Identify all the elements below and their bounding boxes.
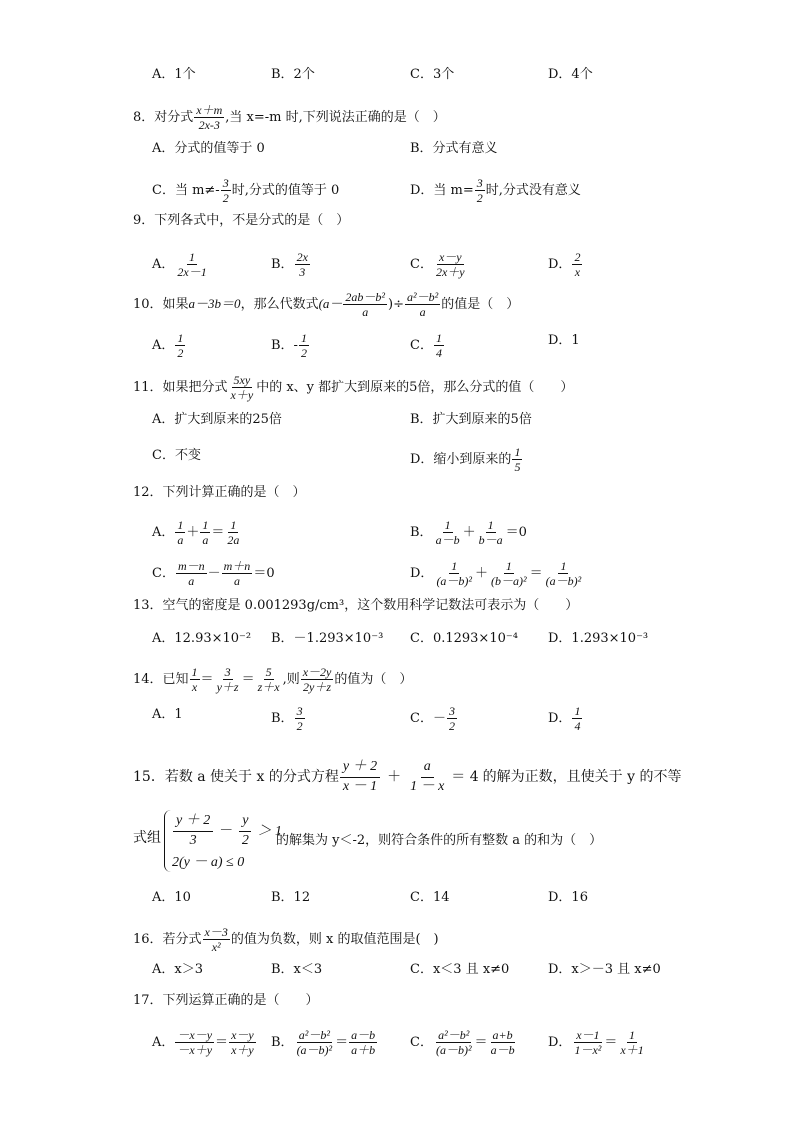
operator: ＋ <box>475 566 489 581</box>
q10-stem <box>133 290 519 319</box>
option-label: C． <box>410 338 433 353</box>
frac-den: a <box>233 574 240 588</box>
frac-den: 2 <box>476 191 483 205</box>
q16-prefix: 16．若分式 <box>133 932 202 947</box>
q8-option-b: B．分式有意义 <box>410 141 498 156</box>
option-label: C． <box>152 566 175 581</box>
frac-den: x <box>191 680 198 694</box>
q16-option-a: A．x＞3 <box>152 962 203 977</box>
q10-expr-frac2 <box>405 290 440 319</box>
q8-frac-den: 2x-3 <box>198 118 220 132</box>
q10-option-a <box>152 331 186 360</box>
q10-b-fraction <box>299 331 309 360</box>
q10-prefix: 10．如果 <box>133 297 189 312</box>
frac-num: 2x <box>296 250 308 264</box>
q10-expr-div: )÷ <box>388 297 404 312</box>
frac-num: 1 <box>177 518 184 532</box>
q11-d-fraction <box>512 445 522 474</box>
option-label: D． <box>548 257 572 272</box>
frac-den: a <box>177 533 184 547</box>
fraction <box>408 758 446 796</box>
frac-num: 1 <box>230 518 237 532</box>
q13-stem: 13．空气的密度是 0.001293g/cm³，这个数用科学记数法可表示为（ ） <box>133 598 579 613</box>
frac-den: 2 <box>241 833 249 848</box>
q15-option-b: B．12 <box>271 890 311 905</box>
frac-den: (a－b)² <box>435 1043 472 1057</box>
frac-num: y ＋ 2 <box>173 812 213 832</box>
frac-num: 1 <box>505 559 512 573</box>
q7-option-a: A．1个 <box>152 67 196 82</box>
q15-system-row2: 2(y － a) ≤ 0 <box>172 855 245 870</box>
q15-line2-prefix: 式组 <box>133 830 161 846</box>
frac-den: a－b <box>490 1043 515 1057</box>
frac-den: 1－x² <box>574 1043 602 1057</box>
frac-den: 1 － x <box>410 779 445 794</box>
q16-option-c: C．x＜3 且 x≠0 <box>410 962 510 977</box>
frac-den: 2 <box>448 719 455 733</box>
operator: ＝ <box>335 1035 349 1050</box>
frac-den: x＋1 <box>620 1043 644 1057</box>
q12-option-c <box>152 559 275 588</box>
frac-den: y＋z <box>216 680 239 694</box>
option-label: C． <box>410 257 433 272</box>
frac-num: 1 <box>629 1028 636 1042</box>
option-label: D． <box>548 711 572 726</box>
option-label: B． <box>271 1035 294 1050</box>
q14-option-a: A．1 <box>152 707 183 722</box>
q10-option-c <box>410 331 445 360</box>
q15-option-c: C．14 <box>410 890 450 905</box>
q8-fraction <box>194 103 224 132</box>
frac-num: a－b <box>351 1028 376 1042</box>
q15-stem <box>133 758 681 796</box>
fraction <box>295 1028 335 1057</box>
q9-stem: 9．下列各式中，不是分式的是（ ） <box>133 213 350 228</box>
q16-suffix: 的值为负数，则 x 的取值范围是( ) <box>230 932 439 947</box>
frac-num: a²－b² <box>407 290 439 304</box>
q8-suffix: ,当 x=-m 时,下列说法正确的是（ ） <box>225 110 446 125</box>
operator: ＝ <box>604 1035 618 1050</box>
frac-num: 3 <box>224 665 231 679</box>
q9-c-fraction <box>434 250 467 279</box>
q14-option-c <box>410 704 458 733</box>
system-brace <box>164 810 171 872</box>
frac-den: x － 1 <box>342 779 378 794</box>
q7-option-c: C．3个 <box>410 67 455 82</box>
q11-option-b: B．扩大到原来的5倍 <box>410 412 532 427</box>
frac-num: y <box>239 812 251 832</box>
q14-option-d <box>548 704 583 733</box>
fraction <box>222 559 253 588</box>
q10-c-fraction <box>434 331 444 360</box>
fraction <box>200 518 210 547</box>
q8-c-suffix: 时,分式的值等于 0 <box>231 183 340 198</box>
frac-num: 3 <box>222 176 229 190</box>
frac-den: 2 <box>177 346 184 360</box>
frac-den: 2 <box>300 346 307 360</box>
option-label: D． <box>410 566 434 581</box>
relation: ＞ 1 <box>257 824 282 839</box>
q15-option-d: D．16 <box>548 890 588 905</box>
frac-num: m－n <box>177 559 205 573</box>
frac-den: 2a <box>227 533 240 547</box>
frac-num: 1 <box>444 518 451 532</box>
frac-num: 1 <box>435 331 442 345</box>
frac-num: 1 <box>514 445 521 459</box>
frac-num: a+b <box>492 1028 513 1042</box>
fraction <box>175 1028 214 1057</box>
q11-d-prefix: D．缩小到原来的 <box>410 452 512 467</box>
frac-num: 1 <box>574 704 581 718</box>
q15-option-a: A．10 <box>152 890 191 905</box>
q15-line2-suffix: 的解集为 y＜-2，则符合条件的所有整数 a 的和为（ ） <box>276 833 603 848</box>
q8-frac-num: x＋m <box>196 103 223 117</box>
frac-num: x－y <box>438 250 462 264</box>
q10-a-fraction <box>175 331 185 360</box>
fraction <box>434 518 462 547</box>
frac-num: 5xy <box>233 373 251 387</box>
q15-prefix: 15．若数 a 使关于 x 的分式方程 <box>133 769 339 785</box>
operator: ＋ <box>387 769 402 785</box>
q14-stem <box>133 665 412 694</box>
frac-num: 1 <box>487 518 494 532</box>
fraction <box>175 518 185 547</box>
q15-suffix: 的解为正数，且使关于 y 的不等 <box>482 769 682 785</box>
frac-num: 3 <box>476 176 483 190</box>
q7-option-b: B．2个 <box>271 67 315 82</box>
q17-option-a <box>152 1028 257 1057</box>
q11-fraction <box>229 373 256 402</box>
q9-d-fraction <box>572 250 582 279</box>
q12-option-d <box>410 559 584 588</box>
q9-option-d <box>548 250 583 279</box>
q11-stem <box>133 373 573 402</box>
frac-num: 1 <box>560 559 567 573</box>
frac-den: a－b <box>435 533 460 547</box>
option-label: A． <box>152 525 175 540</box>
option-label: D． <box>548 1035 572 1050</box>
q10-option-d: D．1 <box>548 333 580 348</box>
q8-option-c <box>152 176 339 205</box>
q11-option-c: C．不变 <box>152 448 201 463</box>
q8-c-prefix: C．当 m≠- <box>152 183 220 198</box>
q13-option-b: B．－1.293×10⁻³ <box>271 631 384 646</box>
fraction <box>340 758 380 796</box>
frac-num: 1 <box>451 559 458 573</box>
q16-option-b: B．x＜3 <box>271 962 323 977</box>
frac-num: 3 <box>296 704 303 718</box>
q11-suffix: 中的 x、y 都扩大到原来的5倍，那么分式的值（ ） <box>256 380 574 395</box>
fraction <box>203 925 230 954</box>
q13-option-a: A．12.93×10⁻² <box>152 631 252 646</box>
q9-a-fraction <box>175 250 208 279</box>
operator: ＝ <box>529 566 543 581</box>
fraction <box>173 812 213 850</box>
q17-option-c <box>410 1028 518 1057</box>
q10-condition: a－3b＝0 <box>188 296 241 311</box>
fraction <box>256 665 282 694</box>
fraction <box>215 665 241 694</box>
frac-den: (a－b)² <box>436 574 473 588</box>
frac-den: (b－a)² <box>491 574 527 588</box>
q9-option-b <box>271 250 311 279</box>
fraction <box>434 1028 474 1057</box>
fraction <box>447 704 457 733</box>
operator: ＝ <box>211 525 225 540</box>
fraction <box>489 1028 517 1057</box>
operator: － <box>207 566 221 581</box>
q8-c-fraction <box>221 176 231 205</box>
frac-den: x <box>574 265 581 279</box>
q16-option-d: D．x＞－3 且 x≠0 <box>548 962 661 977</box>
operator: ＝ <box>215 1035 229 1050</box>
q11-option-a: A．扩大到原来的25倍 <box>152 412 282 427</box>
q11-option-d <box>410 445 523 474</box>
q12-option-b <box>410 518 527 547</box>
frac-den: x＋y <box>230 388 254 402</box>
operator: ＝ <box>200 672 214 687</box>
frac-den: x＋y <box>231 1043 254 1057</box>
frac-num: 1 <box>177 331 184 345</box>
frac-den: 2y＋z <box>303 680 332 694</box>
operator: － <box>219 823 234 839</box>
frac-den: 4 <box>435 346 442 360</box>
frac-den: a <box>362 305 369 319</box>
q10-suffix: 的值是（ ） <box>441 297 520 312</box>
q13-option-c: C．0.1293×10⁻⁴ <box>410 631 518 646</box>
frac-num: 3 <box>448 704 455 718</box>
option-label: C．－ <box>410 711 446 726</box>
frac-den: 2x－1 <box>177 265 207 279</box>
option-label: C． <box>410 1035 433 1050</box>
q7-option-d: D．4个 <box>548 67 593 82</box>
frac-den: z＋x <box>257 680 280 694</box>
fraction <box>572 1028 603 1057</box>
option-label: B． <box>271 711 294 726</box>
frac-num: x－1 <box>576 1028 600 1042</box>
q11-prefix: 11．如果把分式 <box>133 380 228 395</box>
frac-den: a <box>419 305 426 319</box>
q9-option-a <box>152 250 210 279</box>
q15-system-row1 <box>172 812 282 850</box>
fraction <box>190 665 200 694</box>
option-label: A． <box>152 1035 175 1050</box>
q14-suffix: 的值为（ ） <box>334 672 413 687</box>
operator: ＝ 4 <box>451 769 479 785</box>
fraction <box>225 518 241 547</box>
q8-d-prefix: D．当 m= <box>410 183 474 198</box>
frac-num: 1 <box>189 250 196 264</box>
fraction <box>434 559 474 588</box>
frac-num: －x－y <box>177 1028 213 1042</box>
frac-num: x－y <box>231 1028 254 1042</box>
q8-option-a: A．分式的值等于 0 <box>152 141 265 156</box>
q10-expr-open: (a－ <box>318 296 343 311</box>
q10-option-b <box>271 331 310 360</box>
option-label: A． <box>152 338 175 353</box>
frac-num: y ＋ 2 <box>340 758 380 778</box>
frac-num: 1 <box>300 331 307 345</box>
q10-expr-frac1 <box>343 290 387 319</box>
operator: ＝0 <box>253 566 275 581</box>
fraction <box>229 1028 256 1057</box>
q12-option-a <box>152 518 242 547</box>
option-label: B． <box>271 257 294 272</box>
operator: ＝ <box>241 672 255 687</box>
frac-num: 5 <box>265 665 272 679</box>
frac-num: a <box>421 758 434 778</box>
option-label: B．- <box>271 338 298 353</box>
fraction <box>295 704 305 733</box>
q17-stem: 17．下列运算正确的是（ ） <box>133 993 319 1008</box>
q13-option-d: D．1.293×10⁻³ <box>548 631 649 646</box>
q14-prefix: 14．已知 <box>133 672 189 687</box>
frac-num: 2 <box>574 250 581 264</box>
frac-den: b－a <box>478 533 503 547</box>
fraction <box>544 559 584 588</box>
frac-den: 2 <box>296 719 303 733</box>
operator: ＝ <box>474 1035 488 1050</box>
frac-den: 3 <box>299 265 306 279</box>
fraction <box>618 1028 645 1057</box>
operator: ＝0 <box>505 525 527 540</box>
fraction <box>489 559 529 588</box>
q17-option-b <box>271 1028 378 1057</box>
frac-den: 3 <box>189 833 197 848</box>
fraction <box>239 812 251 850</box>
frac-den: 5 <box>514 460 521 474</box>
frac-den: a <box>188 574 195 588</box>
frac-den: －x＋y <box>177 1043 213 1057</box>
frac-num: x－3 <box>204 925 228 939</box>
option-label: A． <box>152 257 175 272</box>
q9-option-c <box>410 250 468 279</box>
q17-option-d <box>548 1028 647 1057</box>
frac-num: a²－b² <box>298 1028 330 1042</box>
fraction <box>572 704 582 733</box>
q8-option-d <box>410 176 581 205</box>
fraction <box>349 1028 377 1057</box>
q14-mid: ,则 <box>282 672 300 687</box>
frac-den: a <box>202 533 209 547</box>
operator: ＋ <box>186 525 200 540</box>
frac-den: (a－b)² <box>296 1043 333 1057</box>
fraction <box>176 559 207 588</box>
frac-num: m＋n <box>223 559 251 573</box>
fraction <box>477 518 505 547</box>
q8-stem <box>133 103 446 132</box>
q14-option-b <box>271 704 306 733</box>
q9-b-fraction <box>295 250 310 279</box>
frac-num: x－2y <box>302 665 332 679</box>
frac-num: a²－b² <box>438 1028 470 1042</box>
frac-num: 2ab－b² <box>345 290 386 304</box>
fraction <box>301 665 334 694</box>
operator: ＋ <box>462 525 476 540</box>
frac-den: (a－b)² <box>545 574 582 588</box>
frac-den: x² <box>211 940 221 954</box>
frac-den: 4 <box>574 719 581 733</box>
option-label: B． <box>410 525 433 540</box>
q10-mid: ，那么代数式 <box>240 297 319 312</box>
q8-d-suffix: 时,分式没有意义 <box>485 183 581 198</box>
q16-stem <box>133 925 439 954</box>
frac-den: a＋b <box>351 1043 376 1057</box>
frac-num: 1 <box>191 665 198 679</box>
frac-num: 1 <box>202 518 209 532</box>
frac-den: 2x＋y <box>435 265 465 279</box>
q8-d-fraction <box>475 176 485 205</box>
q8-prefix: 8．对分式 <box>133 110 194 125</box>
frac-den: 2 <box>222 191 229 205</box>
q12-stem: 12．下列计算正确的是（ ） <box>133 485 306 500</box>
